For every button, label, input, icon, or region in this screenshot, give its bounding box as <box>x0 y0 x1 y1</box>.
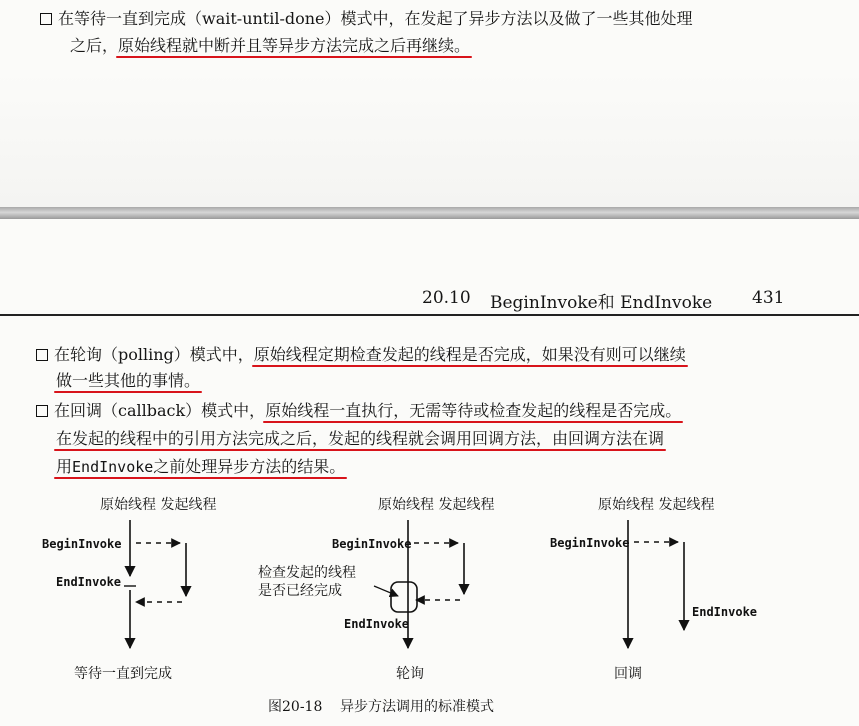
end-invoke-label: EndInvoke <box>56 575 122 589</box>
figure-title: 异步方法调用的标准模式 <box>340 699 494 715</box>
polling-check-box <box>391 582 417 612</box>
end-invoke-label: EndInvoke <box>344 617 410 631</box>
highlighted-text: 原始线程定期检查发起的线程是否完成，如果没有则可以继续 <box>253 345 686 364</box>
annotation-line2: 是否已经完成 <box>258 583 342 599</box>
highlighted-text: 原始线程一直执行，无需等待或检查发起的线程是否完成。 <box>265 401 682 420</box>
checkbox-bullet-icon <box>40 13 52 25</box>
highlighted-text: 原始线程就中断并且等异步方法完成之后再继续。 <box>118 36 471 55</box>
bullet-text-prefix: 之后， <box>70 36 119 55</box>
bullet-text-prefix: 在回调（callback）模式中， <box>54 401 266 420</box>
highlighted-text: 在发起的线程中的引用方法完成之后，发起的线程就会调用回调方法，由回调方法在调 <box>56 429 665 448</box>
diagram-caption: 等待一直到完成 <box>74 666 172 682</box>
page-number: 431 <box>752 288 785 308</box>
begin-invoke-label: BeginInvoke <box>42 537 122 551</box>
checkbox-bullet-icon <box>36 349 48 361</box>
bullet-wait-until-done <box>40 6 693 32</box>
async-patterns-figure <box>0 480 859 694</box>
diagram-wait-until-done <box>42 496 216 682</box>
bullet-polling-line2 <box>56 368 200 394</box>
page-margin <box>0 72 859 207</box>
begin-invoke-label: BeginInvoke <box>550 536 630 550</box>
diagram-polling <box>258 496 494 682</box>
thread-header: 原始线程 发起线程 <box>378 497 495 513</box>
annotation-pointer <box>374 586 398 596</box>
highlighted-text: 做一些其他的事情。 <box>56 371 201 390</box>
bullet-wait-until-done-line2 <box>70 33 470 59</box>
bullet-text-line1: 在等待一直到完成（wait-until-done）模式中，在发起了异步方法以及做了一些其他处理 <box>58 9 693 28</box>
bullet-text-prefix: 在轮询（polling）模式中， <box>54 345 254 364</box>
section-title: BeginInvoke和 EndInvoke <box>490 293 713 313</box>
thread-header: 原始线程 发起线程 <box>598 497 715 513</box>
bullet-callback-line2 <box>56 426 664 452</box>
figure-number: 图20-18 <box>268 699 323 715</box>
end-invoke-label: EndInvoke <box>692 605 758 619</box>
diagram-caption: 回调 <box>614 666 642 682</box>
bullet-polling <box>36 342 686 368</box>
bullet-callback <box>36 398 681 424</box>
running-header <box>0 288 859 312</box>
begin-invoke-label: BeginInvoke <box>332 537 412 551</box>
diagram-callback <box>550 496 757 682</box>
header-rule <box>0 314 859 316</box>
bullet-callback-line3 <box>56 454 345 480</box>
diagram-caption: 轮询 <box>396 666 424 682</box>
checkbox-bullet-icon <box>36 405 48 417</box>
annotation-line1: 检查发起的线程 <box>258 565 356 581</box>
page-divider <box>0 207 859 219</box>
thread-header: 原始线程 发起线程 <box>100 497 217 513</box>
section-number: 20.10 <box>422 288 471 308</box>
highlighted-text: 用EndInvoke之前处理异步方法的结果。 <box>56 457 346 476</box>
